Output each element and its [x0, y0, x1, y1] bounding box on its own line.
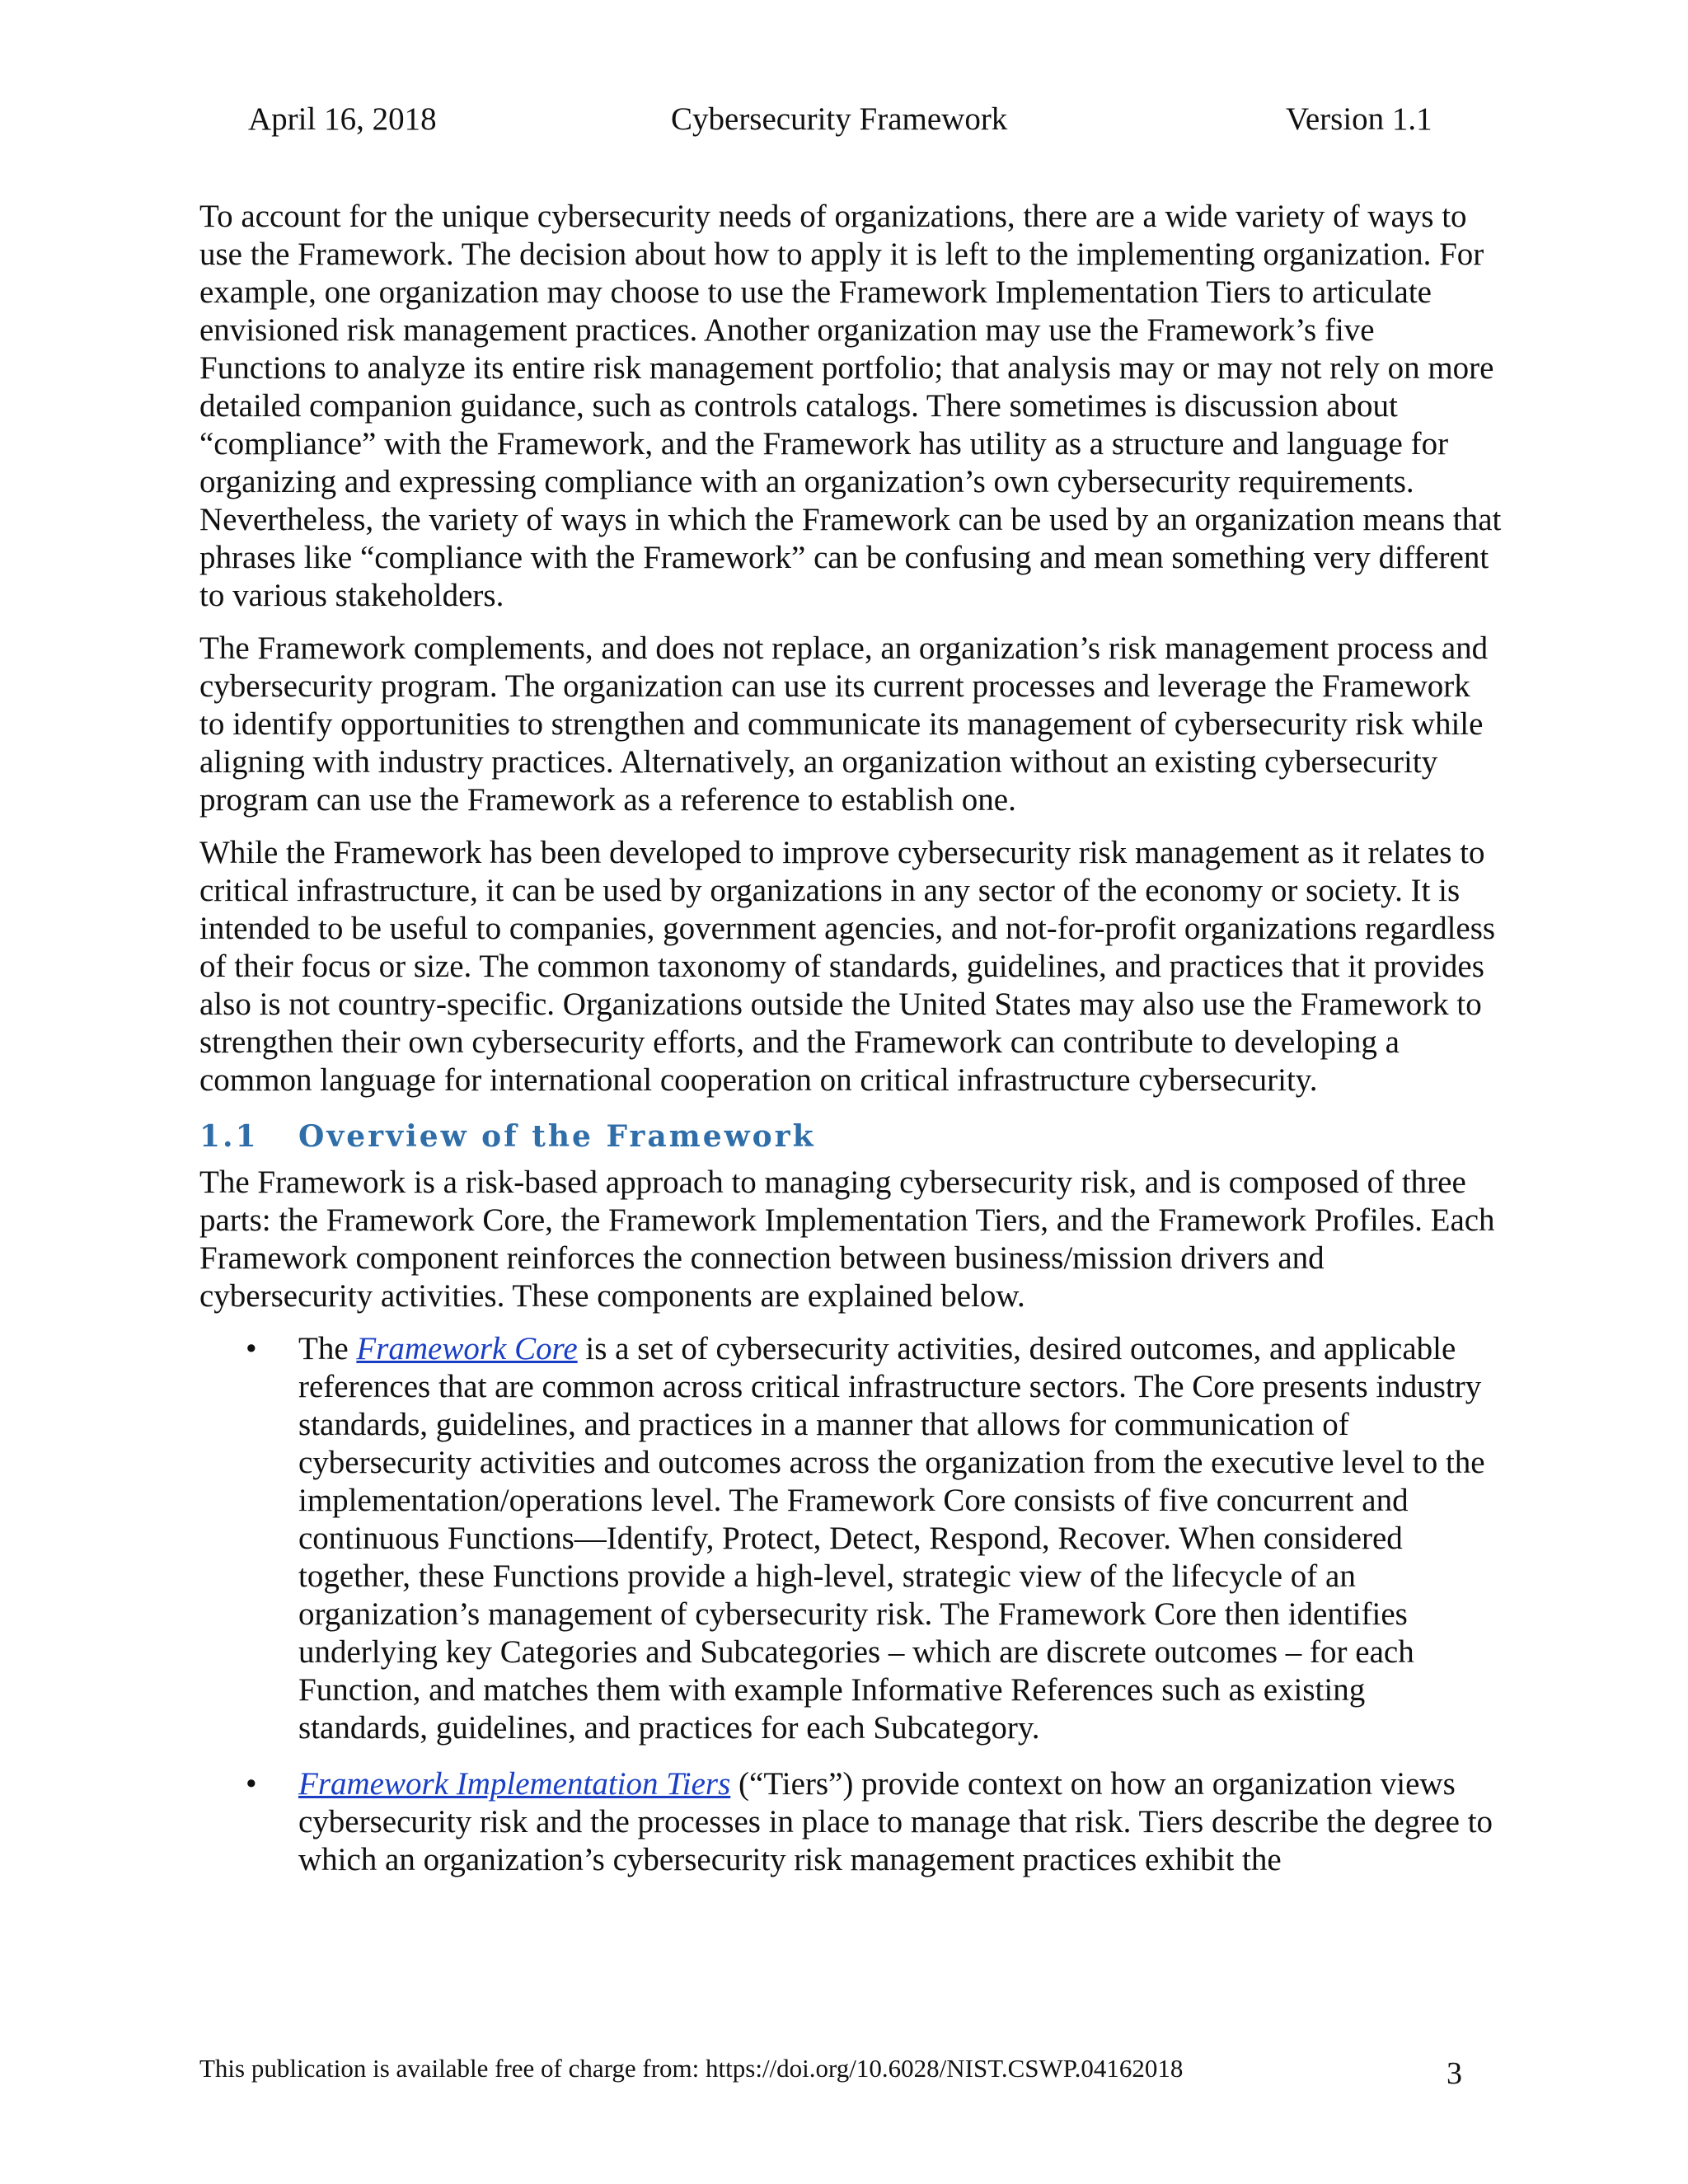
paragraph-critical-infrastructure: While the Framework has been developed to improve cybersecurity risk management as it relates to critical infrastructure, it can be used by organizations in any sector of the economy or society. It is intended to be useful to companies, government agencies, and not-for-profit organizations regardless of their focus or size. The common taxonomy of standards, guidelines, and practices that it provides also is not country-specific. Organizations outside the United States may also use the Framework to strengthen their own cybersecurity efforts, and the Framework can contribute to developing a common language for international cooperation on critical infrastructure cybersecurity.	[199, 835, 1496, 1098]
bullet-icon: •	[246, 1331, 257, 1366]
section-heading	[199, 1118, 1502, 1155]
page-footer	[199, 2052, 1510, 2093]
document-body	[199, 198, 1502, 1897]
bullet-prefix: The	[298, 1331, 357, 1366]
component-list	[199, 1330, 1502, 1879]
paragraph-ways-to-use: To account for the unique cybersecurity needs of organizations, there are a wide variety of ways to use the Framework. The decision about how to apply it is left to the implementing organization. For example, one organization may choose to use the Framework Implementation Tiers to articulate envisioned risk management practices. Another organization may use the Framework’s five Functions to analyze its entire risk management portfolio; that analysis may or may not rely on more detailed companion guidance, such as controls catalogs. There sometimes is discussion about “compliance” with the Framework, and the Framework has utility as a structure and language for organizing and expressing compliance with an organization’s own cybersecurity requirements. Nevertheless, the variety of ways in which the Framework can be used by an organization means that phrases like “compliance with the Framework” can be confusing and mean something very different to various stakeholders.	[199, 199, 1502, 613]
page-number: 3	[1447, 2056, 1462, 2091]
bullet-text: (“Tiers”) provide context on how an organization views cybersecurity risk and the processes in place to manage that risk. Tiers describe the degree to which an organization’s cybersecurity risk management practices exhibit the	[298, 1766, 1493, 1877]
bullet-icon: •	[246, 1766, 257, 1802]
paragraph-complements: The Framework complements, and does not replace, an organization’s risk management process and cybersecurity program. The organization can use its current processes and leverage the Framework to identify opportunities to strengthen and communicate its management of cybersecurity risk while aligning with industry practices. Alternatively, an organization without an existing cybersecurity program can use the Framework as a reference to establish one.	[199, 630, 1489, 818]
section-number: 1.1	[199, 1119, 259, 1154]
bullet-text: is a set of cybersecurity activities, desired outcomes, and applicable references that are common across critical infrastructure sectors. The Core presents industry standards, guidelines, and practices in a manner that allows for communication of cybersecurity activities and outcomes across the organization from the executive level to the implementation/operations level. The Framework Core consists of five concurrent and continuous Functions—Identify, Protect, Detect, Respond, Recover. When considered together, these Functions provide a high-level, strategic view of the lifecycle of an organization’s management of cybersecurity risk. The Framework Core then identifies underlying key Categories and Subcategories – which are discrete outcomes – for each Function, and matches them with example Informative References such as existing standards, guidelines, and practices for each Subcategory.	[298, 1331, 1485, 1746]
list-item	[199, 1765, 1502, 1879]
section-title: Overview of the Framework	[298, 1119, 816, 1154]
framework-implementation-tiers-link[interactable]: Framework Implementation Tiers	[298, 1766, 731, 1802]
footer-availability-text: This publication is available free of charge from: https://doi.org/10.6028/NIST.CSWP.04162018	[199, 2054, 1184, 2083]
header-title: Cybersecurity Framework	[671, 101, 1008, 137]
section-intro: The Framework is a risk-based approach to managing cybersecurity risk, and is composed of three parts: the Framework Core, the Framework Implementation Tiers, and the Framework Profiles. Each Framework component reinforces the connection between business/mission drivers and cybersecurity activities. These components are explained below.	[199, 1165, 1495, 1314]
header-version: Version 1.1	[1286, 101, 1432, 137]
page-header	[0, 97, 1688, 142]
framework-core-link[interactable]: Framework Core	[356, 1331, 578, 1366]
header-date: April 16, 2018	[248, 101, 437, 137]
list-item	[199, 1330, 1502, 1747]
